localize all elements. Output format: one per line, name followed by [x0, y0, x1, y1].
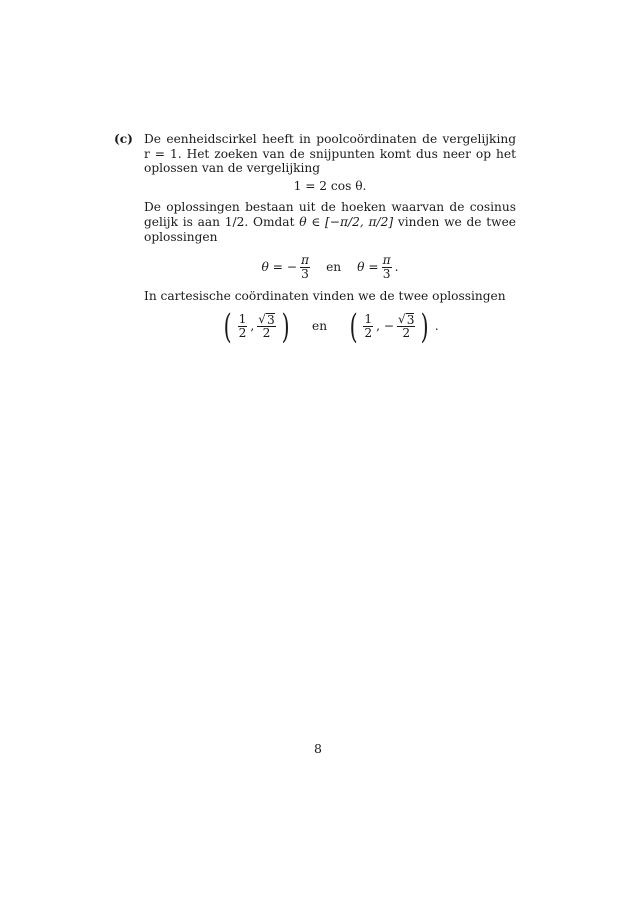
fraction-pi-over-3-b: [382, 254, 392, 281]
paragraph-cartesian: In cartesische coördinaten vinden we de twee oplossingen: [144, 289, 506, 304]
comma-separator: ,: [250, 319, 255, 334]
fraction-half: [238, 313, 248, 340]
point-1: [221, 306, 292, 347]
theta-solution-2-lhs: θ =: [357, 260, 379, 275]
theta-interval: θ ∈ [−π/2, π/2]: [299, 214, 394, 229]
sqrt-symbol: √ 3: [398, 312, 415, 328]
theta-solution-1-lhs: θ = −: [261, 260, 298, 275]
page-number: 8: [314, 741, 322, 756]
paragraph-solutions-text-b: vinden we de twee oplossingen: [144, 214, 516, 244]
theta-solution-1: [262, 254, 311, 281]
equation-cartesian-points: [144, 306, 516, 347]
theta-solution-2: [357, 254, 398, 281]
connector-en: en: [311, 319, 328, 334]
right-paren: ): [281, 306, 290, 347]
equation-cos-text: 1 = 2 cos θ.: [293, 178, 367, 193]
sqrt-symbol: √ 3: [258, 312, 275, 328]
fraction-denominator: 2: [402, 326, 411, 341]
left-paren: (: [349, 306, 358, 347]
equation-end-period: .: [434, 319, 439, 334]
fraction-pi-over-3-a: [300, 254, 310, 281]
equation-theta-solutions: [144, 254, 516, 281]
left-paren: (: [224, 306, 233, 347]
fraction-half: [363, 313, 373, 340]
connector-en: en: [326, 260, 342, 275]
point-2: [347, 306, 439, 347]
item-label: (c): [114, 132, 133, 146]
sqrt-argument: 3: [406, 313, 415, 328]
fraction-numerator: [397, 313, 415, 327]
equation-end-period: .: [394, 260, 399, 275]
fraction-numerator: π: [382, 253, 391, 268]
item-body: [144, 132, 516, 347]
fraction-sqrt3-over-2: [257, 313, 275, 340]
sqrt-argument: 3: [266, 313, 275, 328]
exercise-item: [114, 132, 516, 352]
fraction-denominator: 2: [262, 326, 271, 341]
fraction-denominator: 2: [364, 326, 373, 341]
fraction-denominator: 2: [238, 326, 247, 341]
fraction-denominator: 3: [301, 267, 309, 282]
paragraph-solutions-text-a: De oplossingen bestaan uit de hoeken waarvan de cosinus gelijk is aan 1/2. Omdat: [144, 200, 516, 229]
right-paren: ): [421, 306, 430, 347]
fraction-sqrt3-over-2: [397, 313, 415, 340]
comma-minus-separator: , −: [376, 319, 395, 334]
fraction-numerator: 1: [238, 312, 247, 327]
equation-cos: [144, 179, 516, 194]
fraction-denominator: 3: [382, 267, 391, 282]
paragraph-intro: De eenheidscirkel heeft in poolcoördinaten de vergelijking r = 1. Het zoeken van de snijpunten komt dus neer op het oplossen van de vergelijking: [144, 132, 516, 176]
fraction-numerator: [257, 313, 275, 327]
paragraph-solutions: [144, 200, 516, 244]
fraction-numerator: π: [301, 253, 310, 268]
fraction-numerator: 1: [364, 312, 373, 327]
